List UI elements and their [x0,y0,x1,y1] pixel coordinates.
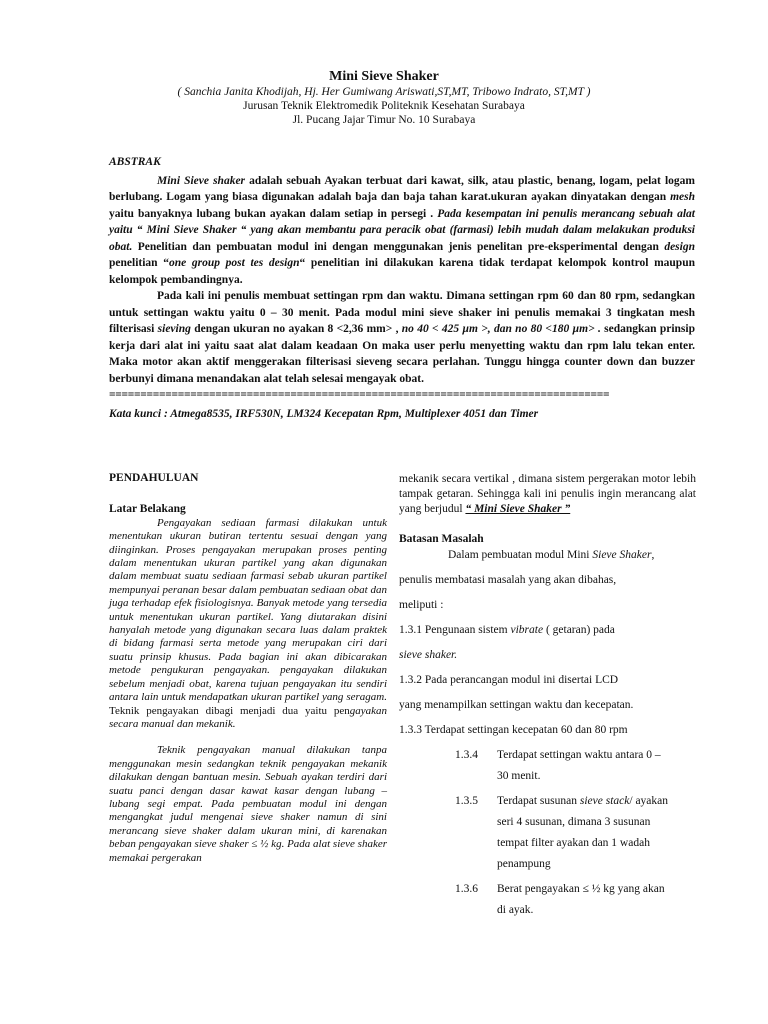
text-italic: one group post tes design [168,257,300,269]
text-italic: Pengayakan sediaan farmasi dilakukan untuk menentukan ukuran butiran tertentu sesuai dengan yang diinginkan. Proses pengayakan merupakan proses penting dalam menentukan ukuran partikel yang akan digunakan dalam membuat suatu sediaan farmasi sebab ukuran partikel mempunyai peranan besar dalam pembuatan sediaan obat dan juga terhadap efek fisiologisnya. Banyak metode yang tersedia untuk menentukan ukuran partikel. Yang diutarakan disini hanyalah metode yang digunakan secara luas dalam praktek di bidang farmasi serta metode yang merupakan ciri dari suatu prinsip khusus. Pada bagian ini akan dibicarakan metode pengukuran pengayakan. pengayakan dilakukan sebelum menjadi obat, karena tujuan pengayakan itu sendiri antara lain untuk mendapatkan ukuran partikel yang seragam. [109,516,387,704]
text: penampung [497,858,551,870]
text: 30 menit. [497,770,541,782]
text: Terdapat settingan waktu antara 0 – [497,749,661,761]
body-paragraph-continued [399,472,696,517]
separator-line: ================================================================================ [109,389,610,401]
text: seri 4 susunan, dimana 3 susunan [497,816,651,828]
text: Penelitian dan pembuatan modul ini dengan menggunakan jenis penelitan pre-eksperimental dengan [132,240,665,253]
text: tempat filter ayakan dan 1 wadah [497,837,650,849]
text-italic: vibrate [510,624,544,636]
left-column [109,472,387,865]
text: mekanik secara vertikal , dimana sistem pergerakan motor lebih tampak getaran. Sehingga kali ini penulis ingin merancang alat yang berjudul [399,473,696,515]
section-heading-pendahuluan: PENDAHULUAN [109,472,199,484]
list-item-1-3-1 [399,620,696,641]
list-number: 1.3.4 [455,749,478,761]
text-italic: no 40 < 425 µm >, dan no 80 <180 µm> . [401,323,601,335]
text: Teknik pengayakan dibagi menjadi dua yaitu pen [109,704,350,717]
abstract-paragraph-2 [109,288,695,387]
text-italic: gayakan secara manual dan mekanik. [109,704,387,730]
intro-line-3: meliputi : [399,599,444,611]
abstract-section [109,154,695,422]
list-item-1-3-2: 1.3.2 Pada perancangan modul ini disertai LCD [399,674,619,686]
text-italic: Pada kesempatan ini penulis merancang sebuah alat yaitu “ Mini Sieve Shaker “ yang akan membantu para peracik obat (farmasi) lebih mudah dalam melakukan produksi obat. [109,207,695,253]
module-title-ref: “ Mini Sieve Shaker ” [465,503,571,515]
text-italic: Sieve Shaker [592,549,652,561]
text: yaitu banyaknya lubang bukan ayakan dalam setiap in persegi . [109,207,438,220]
text: dengan ukuran no ayakan 8 <2,36 mm> , [190,323,402,335]
text: penelitian “ [109,257,169,269]
list-item-1-3-4 [497,745,696,787]
intro-line-2: penulis membatasi masalah yang akan dibahas, [399,574,617,586]
abstract-heading: ABSTRAK [109,156,161,168]
text: / ayakan [629,795,669,807]
text: Pada kali ini penulis membuat settingan rpm dan waktu. Dimana settingan rpm 60 dan 80 rpm, sedangkan untuk settingan waktu yaitu 0 – 30 menit. Pada modul mini sieve shaker ini penulis memakai 3 tingkatan mesh filterisasi [109,290,695,335]
text: ( getaran) pada [543,624,615,636]
subheading-batasan-masalah: Batasan Masalah [399,533,484,545]
list-item-1-3-5 [497,791,696,875]
right-column [399,472,696,921]
text-italic: sieve stack [579,795,630,807]
text: Dalam pembuatan modul Mini [448,549,593,561]
list-item-1-3-1-cont: sieve shaker. [399,649,458,661]
text: , [651,549,655,561]
intro-line [399,545,696,566]
text: “ penelitian ini dilakukan karena tidak terdapat kelompok kontrol maupun kelompok pembandingnya. [109,257,695,286]
list-item-1-3-2-cont: yang menampilkan settingan waktu dan kecepatan. [399,699,634,711]
text: sedangkan prinsip kerja dari alat ini yaitu saat alat dalam keadaan On maka user perlu menyetting waktu dan rpm lalu tekan enter. Maka motor akan aktif menggerakan filterisasi sieveng secara perlahan. Tunggu hingga counter down dan buzzer berbunyi dimana menandakan alat telah selesai mengayak obat. [109,323,695,385]
text: 1.3.1 Pengunaan sistem [399,624,511,636]
text: di ayak. [497,904,534,916]
address: Jl. Pucang Jajar Timur No. 10 Surabaya [292,114,476,126]
text-italic: sieving [157,323,191,335]
body-paragraph-1 [109,517,387,732]
text-italic: design [664,240,695,253]
text-italic: Mini Sieve shaker [157,174,246,187]
list-item-1-3-3: 1.3.3 Terdapat settingan kecepatan 60 dan 80 rpm [399,724,628,736]
abstract-paragraph-1 [109,173,695,289]
text-italic: mesh [670,191,695,203]
subheading-latar-belakang: Latar Belakang [109,503,186,516]
body-paragraph-2: Teknik pengayakan manual dilakukan tanpa menggunakan mesin sedangkan teknik pengayakan mekanik dilakukan dengan bantuan mesin. Sebuah ayakan terdiri dari suatu panci dengan dasar kawat kasar dengan lubang – lubang segi empat. Pada pembuatan modul ini dengan mengangkat judul mengenai sieve shaker namun di sini merancang sieve shaker dalam ukuran mini, di karenakan beban pengayakan sieve shaker ≤ ½ kg. Pada alat sieve shaker memakai pergerakan [109,744,387,864]
paper-title: Mini Sieve Shaker [329,69,439,84]
sublist [455,745,696,921]
text: Terdapat susunan [497,795,580,807]
text: Berat pengayakan ≤ ½ kg yang akan [497,883,665,895]
author-list: ( Sanchia Janita Khodijah, Hj. Her Gumiwang Ariswati,ST,MT, Tribowo Indrato, ST,MT ) [177,86,591,98]
list-number: 1.3.6 [455,883,478,895]
list-item-1-3-6 [497,879,696,921]
keywords: Kata kunci : Atmega8535, IRF530N, LM324 Kecepatan Rpm, Multiplexer 4051 dan Timer [109,407,539,420]
affiliation: Jurusan Teknik Elektromedik Politeknik Kesehatan Surabaya [243,100,525,112]
paper-header [0,68,768,127]
text: adalah sebuah Ayakan terbuat dari kawat, silk, atau plastic, benang, logam, pelat logam berlubang. Logam yang biasa digunakan adalah baja dan baja tahan karat.ukuran ayakan dinyatakan dengan [109,174,695,203]
list-number: 1.3.5 [455,795,478,807]
